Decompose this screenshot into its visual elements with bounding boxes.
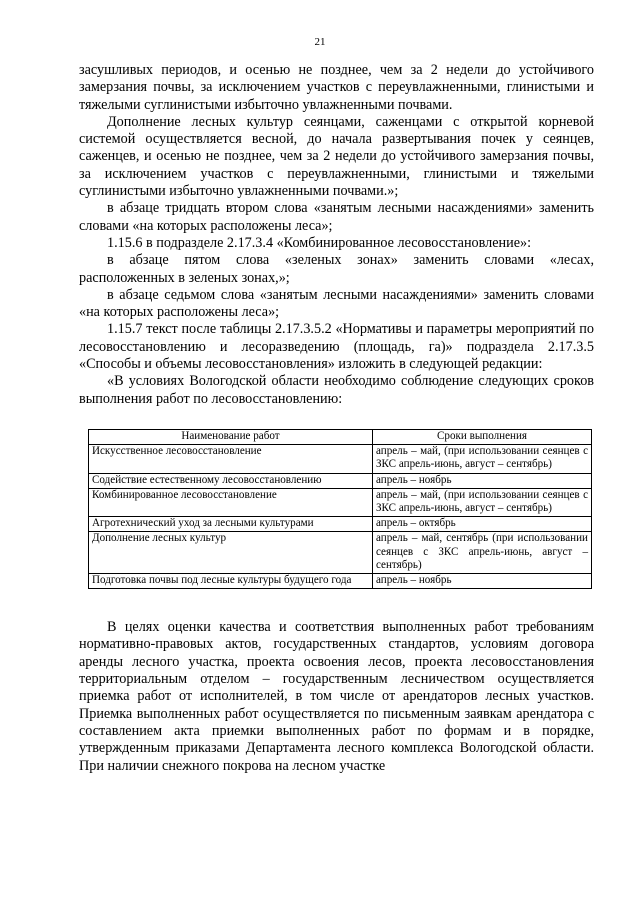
table-row: [89, 488, 592, 516]
paragraph: в абзаце пятом слова «зеленых зонах» заменить словами «лесах, расположенных в зеленых зонах,»;: [79, 252, 594, 286]
deadline-cell: апрель – май, (при использовании сеянцев с ЗКС апрель-июнь, август – сентябрь): [373, 445, 592, 473]
work-name-cell: Искусственное лесовосстановление: [89, 445, 373, 473]
paragraph: 1.15.6 в подразделе 2.17.3.4 «Комбинированное лесовосстановление»:: [107, 234, 532, 251]
table-row: [89, 473, 592, 488]
column-header-work-name: Наименование работ: [89, 429, 373, 444]
column-header-deadlines: Сроки выполнения: [373, 429, 592, 444]
table-row: [89, 573, 592, 588]
work-name-cell: Комбинированное лесовосстановление: [89, 488, 373, 516]
work-schedule-table: [88, 429, 592, 589]
paragraph: в абзаце тридцать втором слова «занятым лесными насаждениями» заменить словами «на которых расположены леса»;: [79, 200, 594, 234]
work-name-cell: Агротехнический уход за лесными культурами: [89, 517, 373, 532]
paragraph: В целях оценки качества и соответствия выполненных работ требованиям нормативно-правовых актов, государственных стандартов, условиям договора аренды лесного участка, проекта освоения лесов, проекта лесовосстановления территориальным отделом – государственным лесничеством осуществляется приемка работ от исполнителей, в том числе от арендаторов лесных участков. Приемка выполненных работ осуществляется по письменным заявкам арендатора с составлением акта приемки выполненных работ по формам и в порядке, утвержденным приказами Департамента лесного комплекса Вологодской области. При наличии снежного покрова на лесном участке: [79, 619, 594, 774]
deadline-cell: апрель – ноябрь: [373, 473, 592, 488]
document-body: [79, 62, 594, 775]
deadline-cell: апрель – ноябрь: [373, 573, 592, 588]
table-header-row: [89, 429, 592, 444]
paragraph: 1.15.7 текст после таблицы 2.17.3.5.2 «Нормативы и параметры мероприятий по лесовосстановлению и лесоразведению (площадь, га)» подраздела 2.17.3.5 «Способы и объемы лесовосстановления» изложить в следующей редакции:: [79, 321, 594, 373]
deadline-cell: апрель – май, сентябрь (при использовании сеянцев с ЗКС апрель-июнь, август – сентябрь): [373, 532, 592, 574]
paragraph: засушливых периодов, и осенью не позднее, чем за 2 недели до устойчивого замерзания почвы, за исключением участков с переувлажненными, глинистыми и тяжелыми суглинистыми избыточно увлажненными почвами.: [79, 62, 594, 113]
page-number: 21: [314, 36, 326, 48]
paragraph: Дополнение лесных культур сеянцами, саженцами с открытой корневой системой осуществляется весной, до начала развертывания почек у сеянцев, саженцев, и осенью не позднее, чем за 2 недели до устойчивого замерзания почвы, за исключением участков с переувлажненными, глинистыми и тяжелыми суглинистыми избыточно увлажненными почвами.»;: [79, 113, 594, 200]
paragraph: в абзаце седьмом слова «занятым лесными насаждениями» заменить словами «на которых расположены леса»;: [79, 286, 594, 321]
work-name-cell: Содействие естественному лесовосстановлению: [89, 473, 373, 488]
work-name-cell: Дополнение лесных культур: [89, 532, 373, 574]
table-row: [89, 445, 592, 473]
deadline-cell: апрель – октябрь: [373, 517, 592, 532]
deadline-cell: апрель – май, (при использовании сеянцев с ЗКС апрель-июнь, август – сентябрь): [373, 488, 592, 516]
work-name-cell: Подготовка почвы под лесные культуры будущего года: [89, 573, 373, 588]
table-row: [89, 532, 592, 574]
table-row: [89, 517, 592, 532]
paragraph: «В условиях Вологодской области необходимо соблюдение следующих сроков выполнения работ по лесовосстановлению:: [79, 373, 594, 407]
